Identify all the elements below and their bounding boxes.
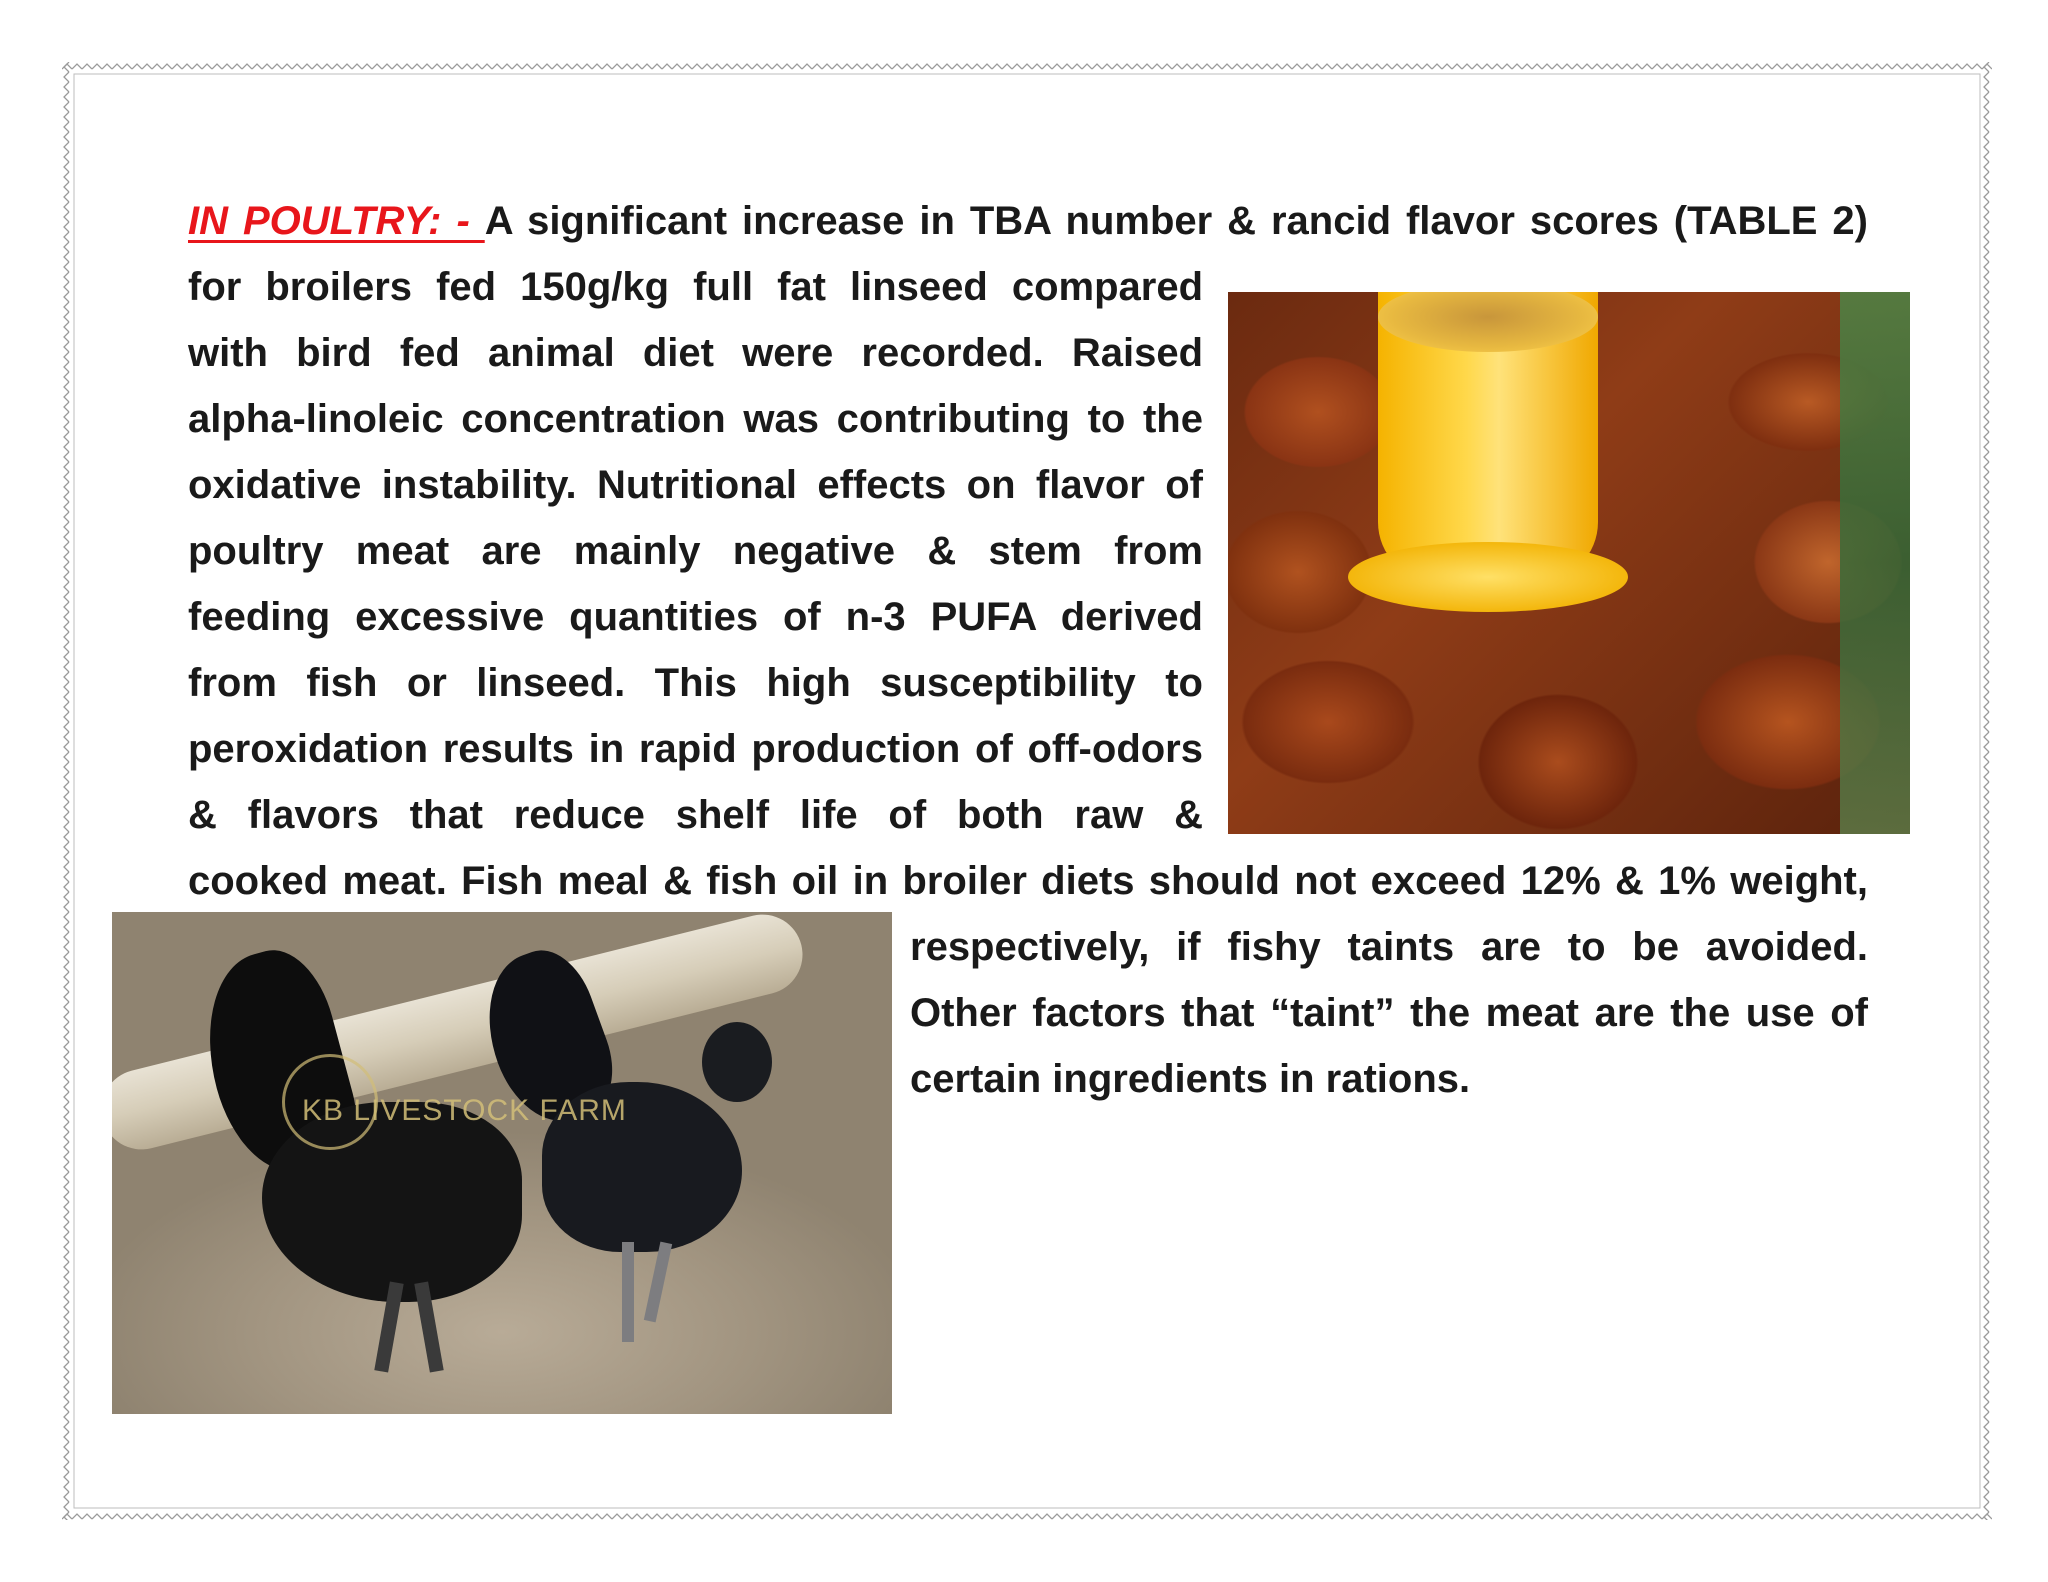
text-line-10: & flavors that reduce shelf life of both raw & bbox=[188, 793, 1203, 837]
section-heading: IN POULTRY: - bbox=[188, 199, 485, 243]
text-line-14: certain ingredients in rations. bbox=[910, 1057, 1471, 1101]
text-line-5: oxidative instability. Nutritional effects on flavor of bbox=[188, 463, 1203, 507]
black-hens-photo bbox=[112, 912, 892, 1414]
hen-head bbox=[702, 1022, 772, 1102]
photo-watermark: KB LIVESTOCK FARM bbox=[302, 1094, 627, 1127]
text-line-1: IN POULTRY: - A significant increase in TBA number & rancid flavor scores (TABLE 2) bbox=[188, 199, 1868, 243]
text-line-4: alpha-linoleic concentration was contributing to the bbox=[188, 397, 1203, 441]
text-line-2: for broilers fed 150g/kg full fat linseed compared bbox=[188, 265, 1203, 309]
text-line-8: from fish or linseed. This high susceptibility to bbox=[188, 661, 1203, 705]
hens-feeding-photo bbox=[1228, 292, 1910, 834]
text-line-13: Other factors that “taint” the meat are the use of bbox=[910, 991, 1868, 1035]
feeder-tray bbox=[1348, 542, 1628, 612]
text-line-7: feeding excessive quantities of n-3 PUFA derived bbox=[188, 595, 1203, 639]
text-line-6: poultry meat are mainly negative & stem from bbox=[188, 529, 1203, 573]
grass-background bbox=[1840, 292, 1910, 834]
text-line-9: peroxidation results in rapid production of off-odors bbox=[188, 727, 1203, 771]
text-line-11: cooked meat. Fish meal & fish oil in broiler diets should not exceed 12% & 1% weight, bbox=[188, 859, 1868, 903]
text-line-3: with bird fed animal diet were recorded. Raised bbox=[188, 331, 1203, 375]
text-line-12: respectively, if fishy taints are to be avoided. bbox=[910, 925, 1868, 969]
